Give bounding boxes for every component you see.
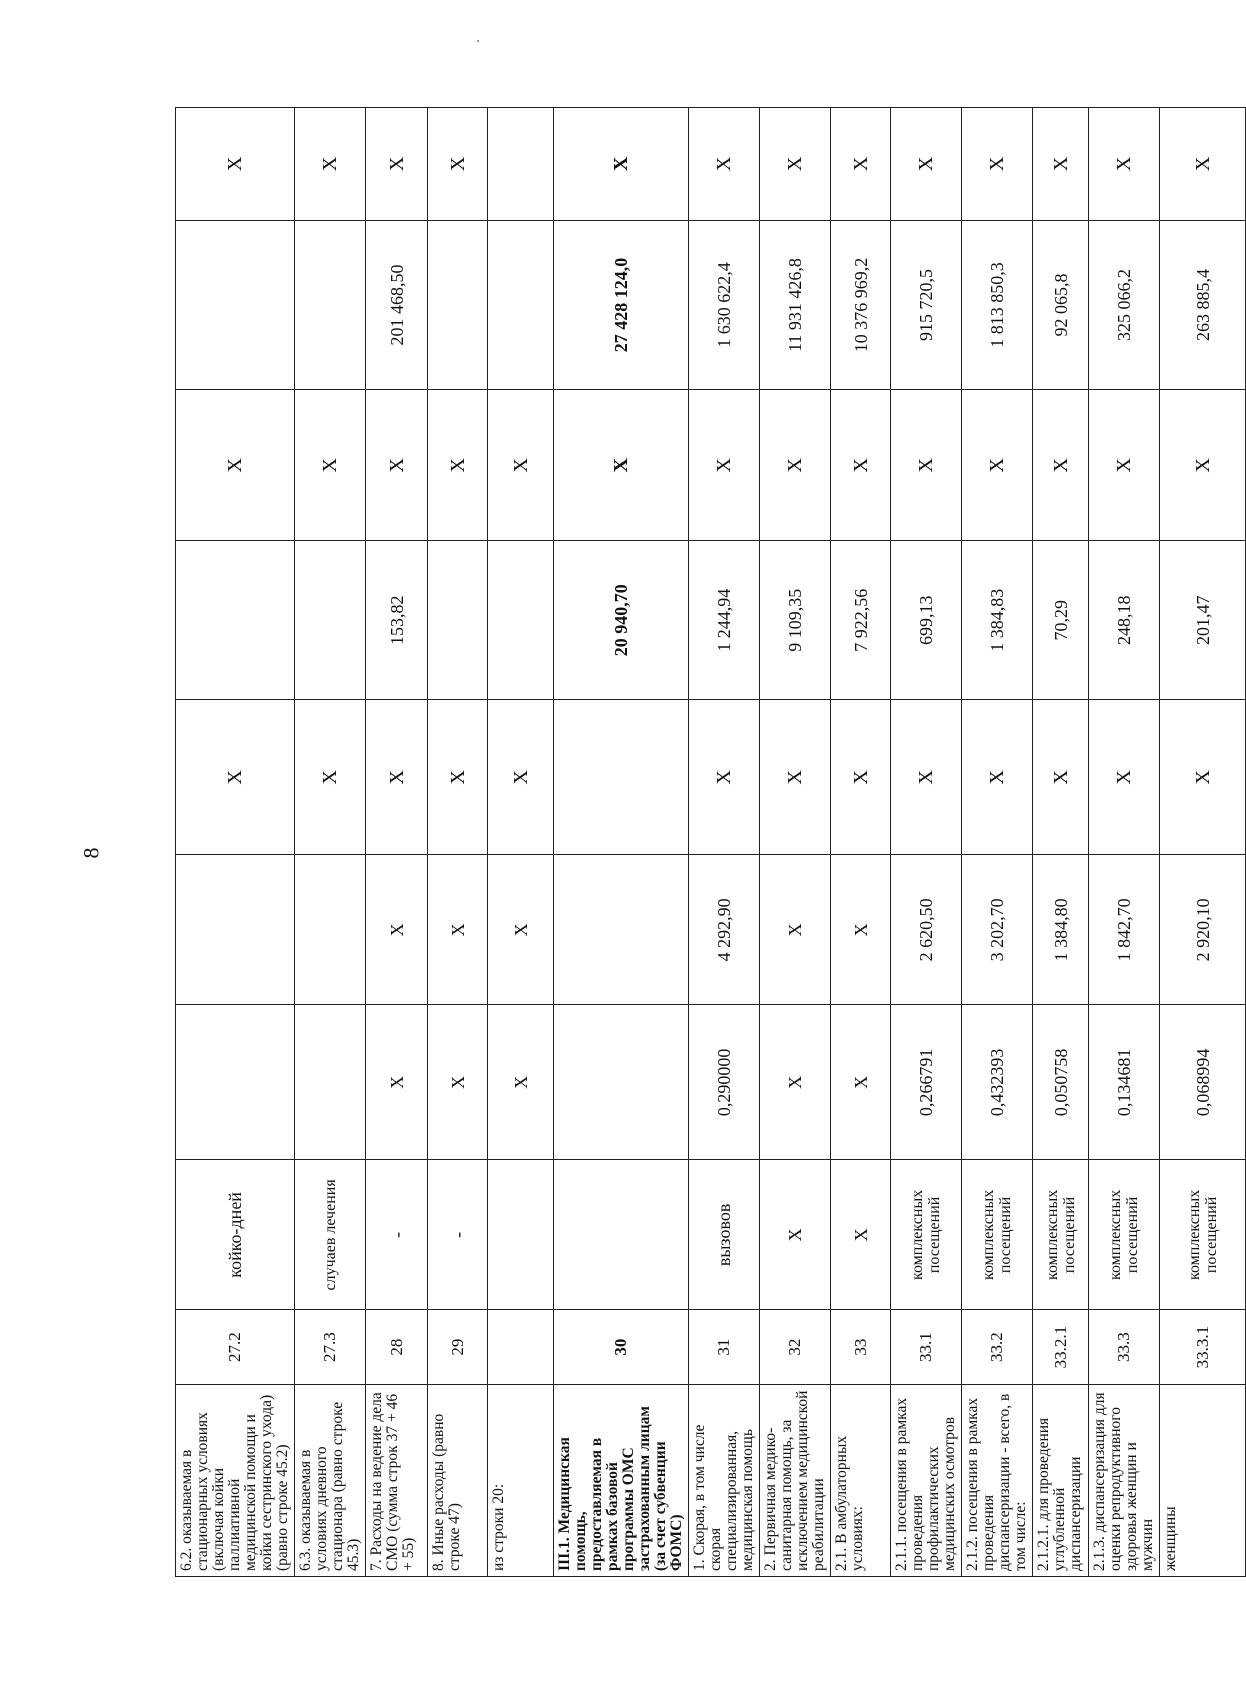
volume-cell: X (428, 1005, 488, 1160)
volume-cell: 0,432393 (962, 1005, 1033, 1160)
row-code: 33.3.1 (1160, 1310, 1246, 1384)
unit-cost-cell: X (366, 855, 428, 1005)
row-label: 6.3. оказываемая в условиях дневного стационара (равно строке 45.3) (295, 1384, 366, 1576)
col-5-cell: X (689, 108, 760, 221)
per-capita-cell: 153,82 (366, 541, 428, 700)
col-3-cell: X (1033, 390, 1089, 541)
row-label: 6.2. оказываемая в стационарных условиях (включая койки паллиативной медицинской помощи и койки сестринского ухода) (равно строке 45.2) (176, 1384, 295, 1576)
table-row (1160, 108, 1246, 1577)
col-5-cell: X (1033, 108, 1089, 221)
table-row (1089, 108, 1160, 1577)
total-cell: 11 931 426,8 (760, 220, 831, 389)
total-cell: 263 885,4 (1160, 220, 1246, 389)
volume-cell: 0,134681 (1089, 1005, 1160, 1160)
table-row (366, 108, 428, 1577)
row-label: женщины (1160, 1384, 1246, 1576)
row-label: 2.1.2.1. для проведения углубленной диспансеризации (1033, 1384, 1089, 1576)
total-cell: 27 428 124,0 (554, 220, 689, 389)
unit-cell: комплексных посещений (1089, 1160, 1160, 1310)
total-cell (295, 220, 366, 389)
financing-table (175, 107, 1246, 1577)
col-5-cell: X (891, 108, 962, 221)
table-row (295, 108, 366, 1577)
row-label: 2.1.1. посещения в рамках проведения профилактических медицинских осмотров (891, 1384, 962, 1576)
col-3-cell: X (1089, 390, 1160, 541)
row-code: 27.3 (295, 1310, 366, 1384)
volume-cell: X (488, 1005, 554, 1160)
col-5-cell: X (176, 108, 295, 221)
per-capita-cell: 1 384,83 (962, 541, 1033, 700)
unit-cell: X (831, 1160, 891, 1310)
unit-cell (554, 1160, 689, 1310)
col-1-cell (554, 700, 689, 855)
volume-cell: X (760, 1005, 831, 1160)
unit-cost-cell (176, 855, 295, 1005)
per-capita-cell (488, 541, 554, 700)
table-row (962, 108, 1033, 1577)
per-capita-cell: 70,29 (1033, 541, 1089, 700)
col-5-cell: X (366, 108, 428, 221)
volume-cell: 0,290000 (689, 1005, 760, 1160)
unit-cost-cell: 4 292,90 (689, 855, 760, 1005)
row-code (488, 1310, 554, 1384)
unit-cell: X (760, 1160, 831, 1310)
unit-cost-cell: X (428, 855, 488, 1005)
unit-cost-cell: 3 202,70 (962, 855, 1033, 1005)
col-1-cell: X (176, 700, 295, 855)
col-1-cell: X (295, 700, 366, 855)
col-1-cell: X (689, 700, 760, 855)
col-1-cell: X (1160, 700, 1246, 855)
volume-cell (176, 1005, 295, 1160)
total-cell: 325 066,2 (1089, 220, 1160, 389)
row-label: 2. Первичная медико-санитарная помощь, за исключением медицинской реабилитации (760, 1384, 831, 1576)
unit-cell: комплексных посещений (962, 1160, 1033, 1310)
total-cell: 1 813 850,3 (962, 220, 1033, 389)
volume-cell (554, 1005, 689, 1160)
unit-cost-cell: X (760, 855, 831, 1005)
col-5-cell: X (554, 108, 689, 221)
col-3-cell: X (689, 390, 760, 541)
table-row (760, 108, 831, 1577)
table-row (1033, 108, 1089, 1577)
col-1-cell: X (488, 700, 554, 855)
col-1-cell: X (831, 700, 891, 855)
col-1-cell: X (1033, 700, 1089, 855)
volume-cell: X (366, 1005, 428, 1160)
unit-cost-cell (554, 855, 689, 1005)
per-capita-cell: 699,13 (891, 541, 962, 700)
page-number: 8 (78, 847, 104, 859)
unit-cost-cell: 1 384,80 (1033, 855, 1089, 1005)
col-3-cell: X (366, 390, 428, 541)
row-code: 27.2 (176, 1310, 295, 1384)
table-row (176, 108, 295, 1577)
total-cell (428, 220, 488, 389)
per-capita-cell (176, 541, 295, 700)
table-body (176, 108, 1246, 1577)
per-capita-cell: 248,18 (1089, 541, 1160, 700)
col-3-cell: X (554, 390, 689, 541)
col-1-cell: X (760, 700, 831, 855)
unit-cost-cell: 1 842,70 (1089, 855, 1160, 1005)
unit-cost-cell (295, 855, 366, 1005)
row-code: 33.1 (891, 1310, 962, 1384)
col-5-cell: X (1089, 108, 1160, 221)
row-code: 29 (428, 1310, 488, 1384)
col-3-cell: X (295, 390, 366, 541)
total-cell: 10 376 969,2 (831, 220, 891, 389)
row-code: 30 (554, 1310, 689, 1384)
per-capita-cell: 201,47 (1160, 541, 1246, 700)
unit-cell: койко-дней (176, 1160, 295, 1310)
col-5-cell: X (760, 108, 831, 221)
per-capita-cell: 1 244,94 (689, 541, 760, 700)
total-cell (488, 220, 554, 389)
col-3-cell: X (831, 390, 891, 541)
row-code: 33.2.1 (1033, 1310, 1089, 1384)
col-1-cell: X (366, 700, 428, 855)
row-label: 2.1. В амбулаторных условиях: (831, 1384, 891, 1576)
per-capita-cell: 7 922,56 (831, 541, 891, 700)
unit-cell: вызовов (689, 1160, 760, 1310)
unit-cost-cell: 2 620,50 (891, 855, 962, 1005)
volume-cell: 0,266791 (891, 1005, 962, 1160)
col-3-cell: X (176, 390, 295, 541)
col-3-cell: X (1160, 390, 1246, 541)
col-1-cell: X (891, 700, 962, 855)
table-row (428, 108, 488, 1577)
unit-cost-cell: X (831, 855, 891, 1005)
col-3-cell: X (760, 390, 831, 541)
col-5-cell: X (831, 108, 891, 221)
col-1-cell: X (1089, 700, 1160, 855)
unit-cell: комплексных посещений (1033, 1160, 1089, 1310)
col-3-cell: X (428, 390, 488, 541)
volume-cell: 0,068994 (1160, 1005, 1246, 1160)
row-code: 33.2 (962, 1310, 1033, 1384)
row-code: 33 (831, 1310, 891, 1384)
total-cell: 915 720,5 (891, 220, 962, 389)
col-3-cell: X (891, 390, 962, 541)
per-capita-cell (295, 541, 366, 700)
unit-cost-cell: 2 920,10 (1160, 855, 1246, 1005)
total-cell: 92 065,8 (1033, 220, 1089, 389)
per-capita-cell (428, 541, 488, 700)
col-3-cell: X (488, 390, 554, 541)
col-5-cell: X (428, 108, 488, 221)
scan-speck (477, 40, 479, 42)
per-capita-cell: 20 940,70 (554, 541, 689, 700)
col-5-cell: X (1160, 108, 1246, 221)
total-cell: 201 468,50 (366, 220, 428, 389)
volume-cell: X (831, 1005, 891, 1160)
row-label: 2.1.3. диспансеризация для оценки репродуктивного здоровья женщин и мужчин (1089, 1384, 1160, 1576)
table-row (554, 108, 689, 1577)
col-3-cell: X (962, 390, 1033, 541)
table-row (689, 108, 760, 1577)
row-label: 2.1.2. посещения в рамках проведения диспансеризации - всего, в том числе: (962, 1384, 1033, 1576)
row-label: 1. Скорая, в том числе скорая специализированная, медицинская помощь (689, 1384, 760, 1576)
volume-cell: 0,050758 (1033, 1005, 1089, 1160)
unit-cell: - (428, 1160, 488, 1310)
unit-cell (488, 1160, 554, 1310)
col-5-cell (488, 108, 554, 221)
col-5-cell: X (295, 108, 366, 221)
row-label: 7. Расходы на ведение дела СМО (сумма строк 37 + 46 + 55) (366, 1384, 428, 1576)
row-label: III.1. Медицинская помощь, предоставляемая в рамках базовой программы ОМС застрахованным лицам (за счет субвенции ФОМС) (554, 1384, 689, 1576)
table-row (488, 108, 554, 1577)
total-cell (176, 220, 295, 389)
unit-cell: случаев лечения (295, 1160, 366, 1310)
row-code: 32 (760, 1310, 831, 1384)
unit-cost-cell: X (488, 855, 554, 1005)
unit-cell: комплексных посещений (891, 1160, 962, 1310)
row-label: 8. Иные расходы (равно строке 47) (428, 1384, 488, 1576)
total-cell: 1 630 622,4 (689, 220, 760, 389)
col-5-cell: X (962, 108, 1033, 221)
row-label: из строки 20: (488, 1384, 554, 1576)
table-row (831, 108, 891, 1577)
volume-cell (295, 1005, 366, 1160)
col-1-cell: X (962, 700, 1033, 855)
col-1-cell: X (428, 700, 488, 855)
unit-cell: - (366, 1160, 428, 1310)
row-code: 33.3 (1089, 1310, 1160, 1384)
unit-cell: комплексных посещений (1160, 1160, 1246, 1310)
per-capita-cell: 9 109,35 (760, 541, 831, 700)
rotated-table-container (175, 107, 1220, 1577)
row-code: 28 (366, 1310, 428, 1384)
row-code: 31 (689, 1310, 760, 1384)
table-row (891, 108, 962, 1577)
